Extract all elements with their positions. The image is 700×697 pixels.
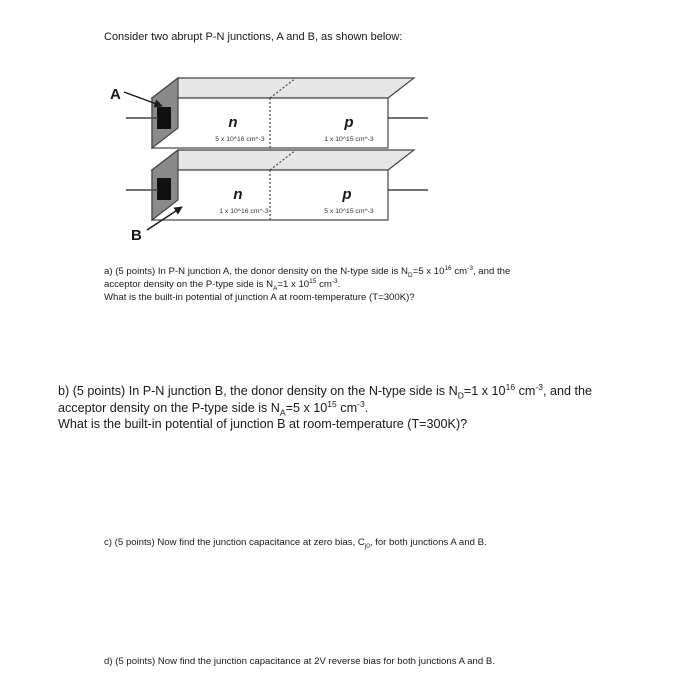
question-c: c) (5 points) Now find the junction capacitance at zero bias, $C_{j0}$, for both junctions A and B.	[104, 537, 487, 550]
junction-a-p-doping: 1 x 10^15 cm^-3	[324, 136, 374, 143]
question-b-line-3: What is the built-in potential of junction B at room-temperature (T=300K)?	[58, 417, 468, 432]
junction-a-n-label: n	[228, 114, 238, 131]
intro-text: Consider two abrupt P-N junctions, A and B, as shown below:	[104, 31, 403, 43]
junction-a-p-label: p	[344, 114, 354, 131]
question-a-line-3: What is the built-in potential of junction A at room-temperature (T=300K)?	[104, 291, 415, 303]
junction-b-block	[126, 150, 428, 220]
junction-a-n-doping: 5 x 10^16 cm^-3	[215, 136, 265, 143]
question-a-line-2: acceptor density on the P-type side is $N_A=1$ x $10^{15}$ $cm^{-3}$.	[104, 277, 341, 292]
junction-b-p-label: p	[342, 186, 352, 203]
junction-a-block	[126, 78, 428, 148]
label-a: A	[110, 86, 121, 103]
question-a	[104, 266, 664, 305]
junction-b-n-doping: 1 x 10^16 cm^-3	[219, 208, 269, 215]
question-b-line-1: b) (5 points) In P-N junction B, the donor density on the N-type side is $N_D=1$ x $10^{16}$ $cm^{-3}$, and the	[58, 381, 593, 401]
question-a-line-1: a) (5 points) In P-N junction A, the donor density on the N-type side is $N_D=5$ x $10^{16}$ $cm^{-3}$, and the	[104, 264, 511, 279]
question-b-line-2: acceptor density on the P-type side is $N_A=5$ x $10^{15}$ $cm^{-3}$.	[58, 398, 369, 418]
junction-b-p-doping: 5 x 10^15 cm^-3	[324, 208, 374, 215]
question-d: d) (5 points) Now find the junction capacitance at 2V reverse bias for both junctions A and B.	[104, 656, 495, 667]
question-b	[58, 383, 688, 433]
junction-b-n-label: n	[233, 186, 243, 203]
label-b: B	[131, 227, 142, 244]
pn-junction-diagram	[0, 0, 700, 260]
